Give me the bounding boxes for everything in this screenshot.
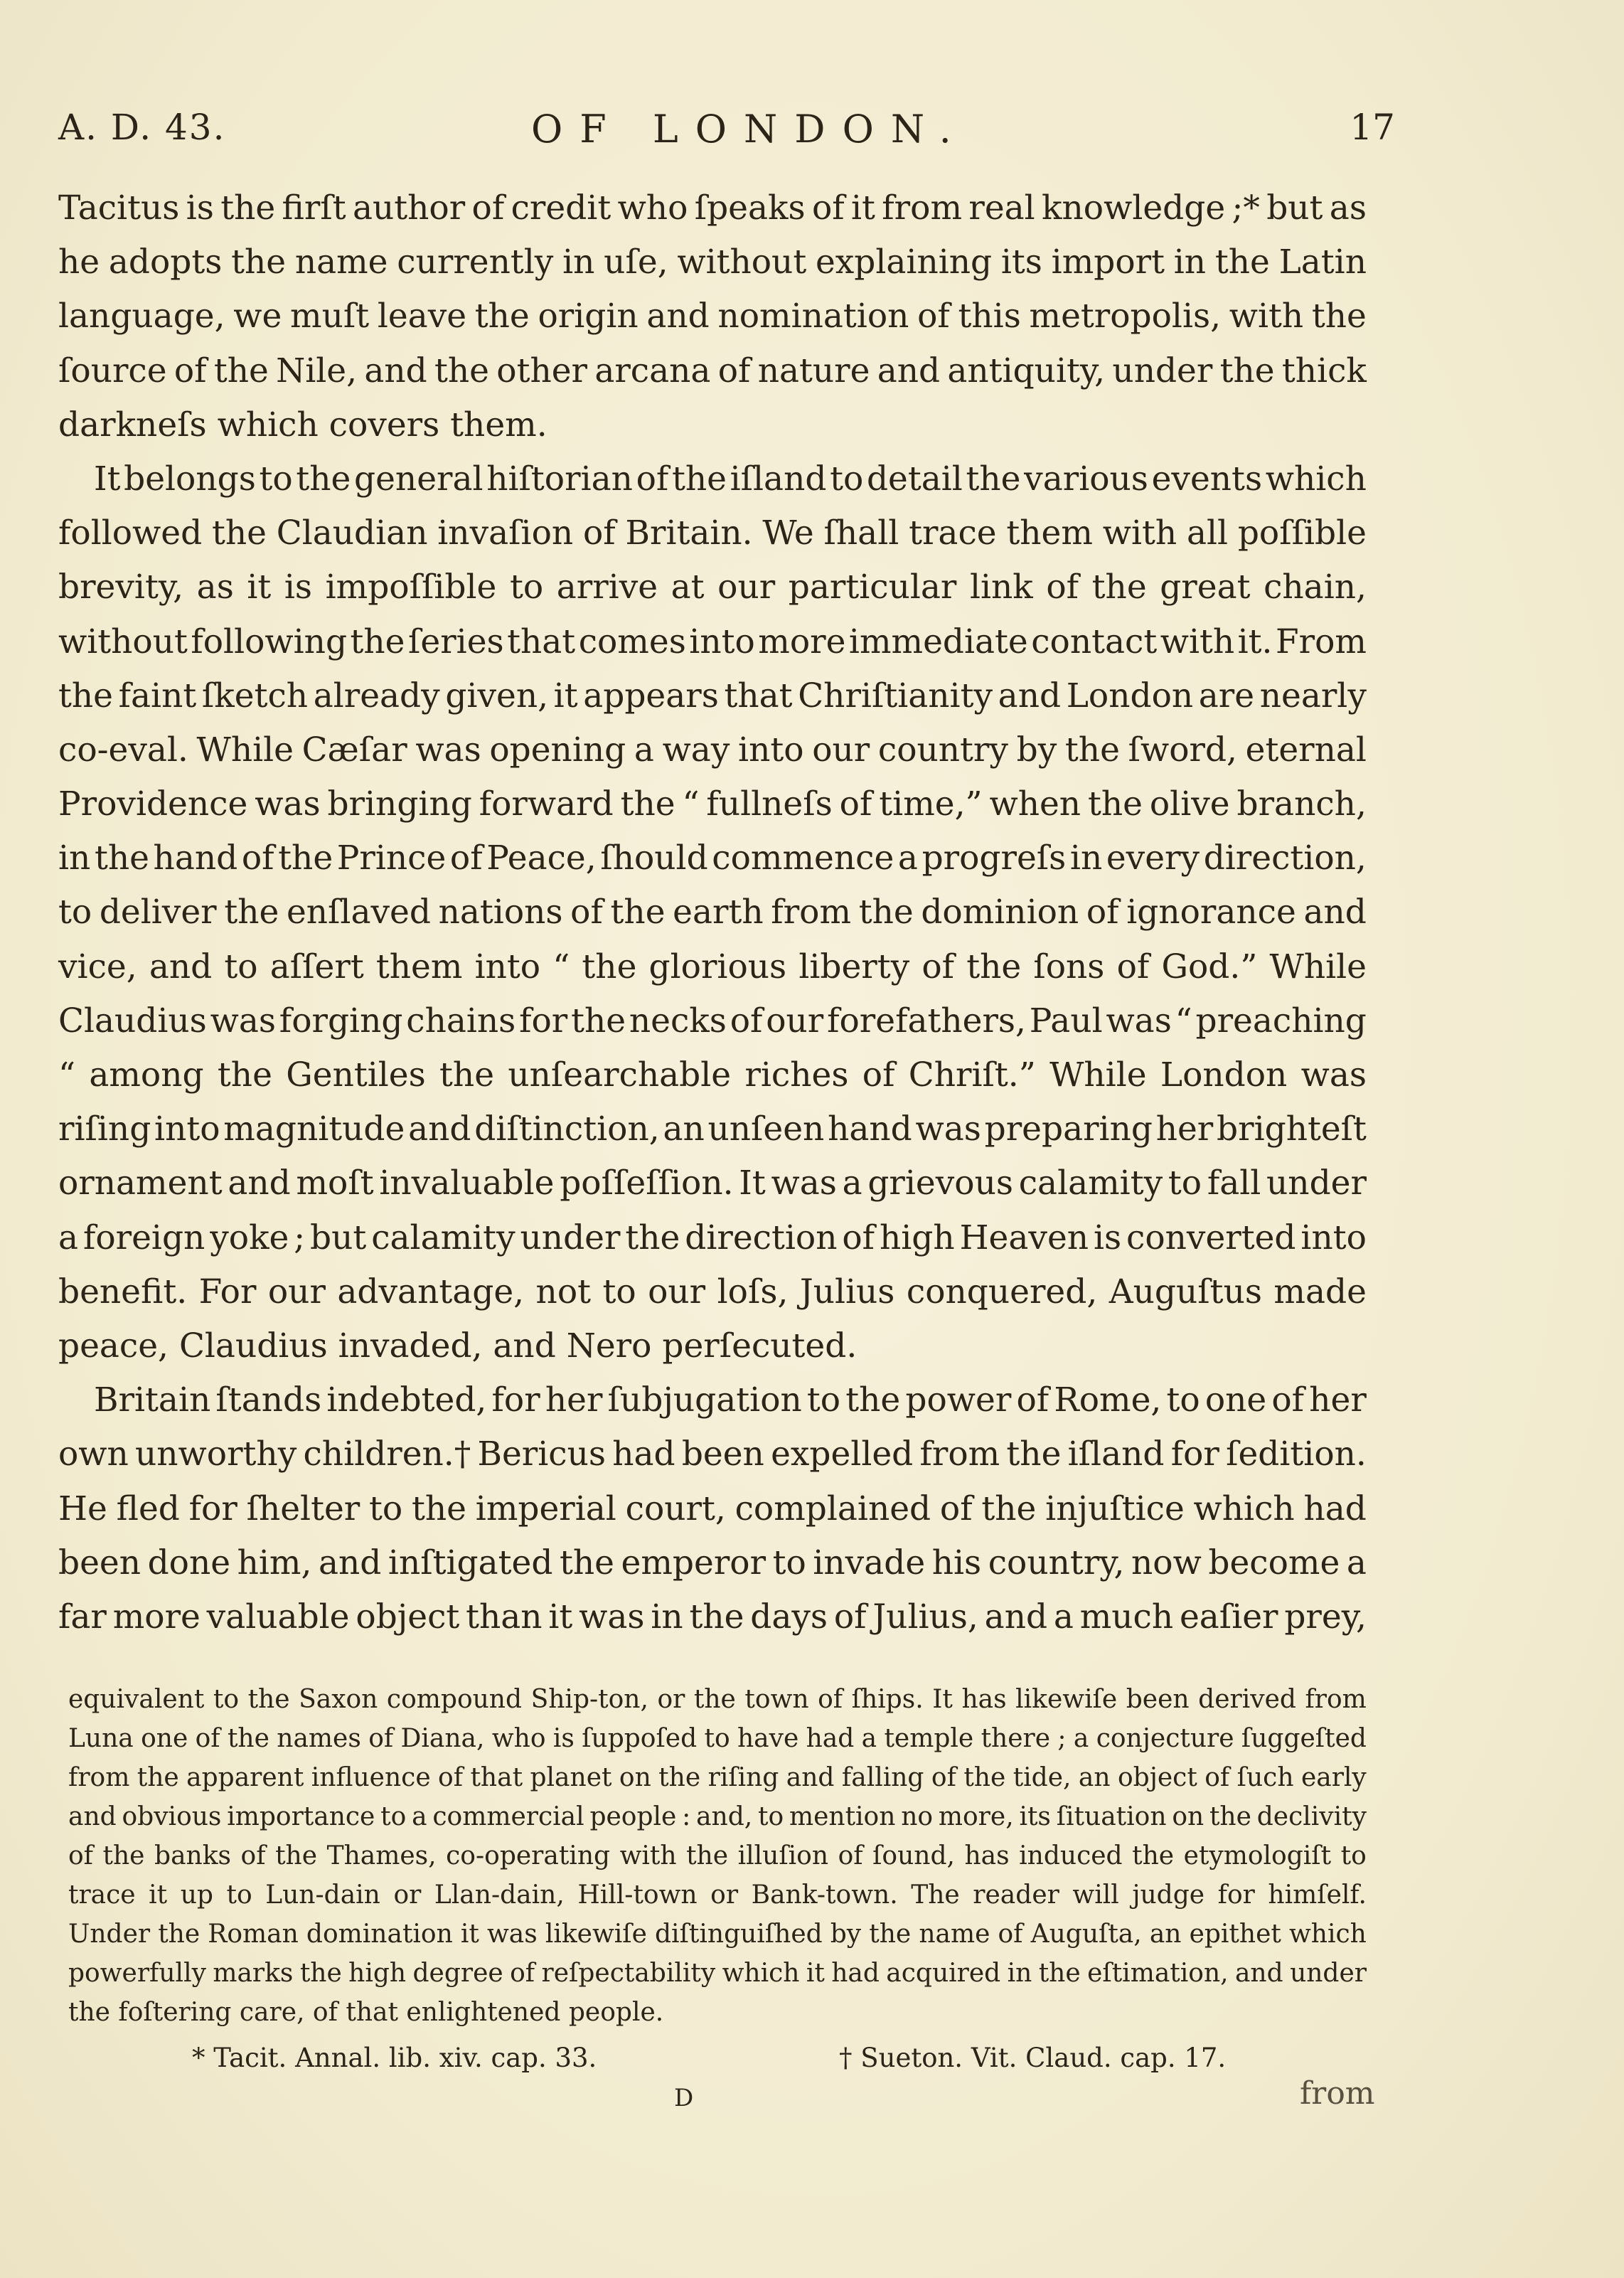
text-line: darkneſs which covers them. [58,405,547,445]
main-text [58,181,1367,1644]
footnote-line: Under the Roman domination it was likewiſe diſtinguiſhed by the name of Auguſta, an epithet which [68,1920,1367,1949]
text-line: riſing into magnitude and diſtinction, an unſeen hand was preparing her brighteſt [58,1109,1367,1149]
page-number: 17 [1350,107,1395,148]
text-line: peace, Claudius invaded, and Nero perſecuted. [58,1326,858,1366]
text-line: “ among the Gentiles the unſearchable riches of Chriſt.” While London was [58,1055,1367,1095]
text-line: vice, and to aſſert them into “ the glorious liberty of the ſons of God.” While [58,947,1367,986]
text-line: ornament and moſt invaluable poſſeſſion. It was a grievous calamity to fall under [58,1164,1367,1203]
text-line: Britain ſtands indebted, for her ſubjugation to the power of Rome, to one of her [94,1380,1367,1420]
citation-tacitus: * Tacit. Annal. lib. xiv. cap. 33. [192,2043,597,2073]
footnote-line: equivalent to the Saxon compound Ship-ton, or the town of ſhips. It has likewiſe been derived from [68,1685,1367,1714]
footnote-line: the foſtering care, of that enlightened people. [68,1998,664,2027]
text-line: Claudius was forging chains for the necks of our forefathers, Paul was “ preaching [58,1001,1367,1040]
footnote-line: from the apparent influence of that planet on the riſing and falling of the tide, an object of ſuch early [68,1763,1367,1792]
footnote-line: powerfully marks the high degree of reſpectability which it had acquired in the eſtimation, and under [68,1959,1367,1988]
catchword: from [1300,2075,1375,2112]
text-line: ſource of the Nile, and the other arcana of nature and antiquity, under the thick [58,351,1367,390]
footnote-block [68,1680,1367,2032]
text-line: he adopts the name currently in uſe, without explaining its import in the Latin [58,243,1367,282]
header-date: A. D. 43. [58,107,226,148]
running-header [58,107,1395,164]
header-title: OF LONDON. [531,107,968,151]
text-line: without following the ſeries that comes into more immediate contact with it. From [58,622,1367,661]
text-line: brevity, as it is impoſſible to arrive at our particular link of the great chain, [58,568,1367,607]
citation-refs [192,2043,1259,2085]
text-line: language, we muſt leave the origin and nomination of this metropolis, with the [58,297,1367,336]
text-line: It belongs to the general hiſtorian of the iſland to detail the various events which [94,459,1367,499]
text-line: to deliver the enſlaved nations of the earth from the dominion of ignorance and [58,893,1367,932]
footnote-line: trace it up to Lun-dain or Llan-dain, Hill-town or Bank-town. The reader will judge for himſelf. [68,1880,1367,1910]
signature-mark: D [674,2084,695,2112]
text-line: Providence was bringing forward the “ fullneſs of time,” when the olive branch, [58,784,1367,824]
text-line: Tacitus is the firſt author of credit who ſpeaks of it from real knowledge ;* but as [58,188,1367,228]
footnote-line: Luna one of the names of Diana, who is ſuppoſed to have had a temple there ; a conjecture ſuggeſted [68,1724,1367,1753]
text-line: co-eval. While Cæſar was opening a way into our country by the ſword, eternal [58,730,1367,770]
text-line: a foreign yoke ; but calamity under the direction of high Heaven is converted into [58,1218,1367,1257]
footnote-line: and obvious importance to a commercial people : and, to mention no more, its ſituation on the declivity [68,1802,1367,1831]
footnote-line: of the banks of the Thames, co-operating with the illuſion of ſound, has induced the etymologiſt to [68,1841,1367,1870]
text-line: followed the Claudian invaſion of Britain. We ſhall trace them with all poſſible [58,513,1367,553]
text-line: in the hand of the Prince of Peace, ſhould commence a progreſs in every direction, [58,839,1367,878]
text-line: been done him, and inſtigated the emperor to invade his country, now become a [58,1543,1367,1582]
text-line: own unworthy children.† Bericus had been expelled from the iſland for ſedition. [58,1435,1367,1474]
text-line: He fled for ſhelter to the imperial court, complained of the injuſtice which had [58,1489,1367,1528]
citation-suetonius: † Sueton. Vit. Claud. cap. 17. [839,2043,1227,2073]
text-line: far more valuable object than it was in the days of Julius, and a much eaſier prey, [58,1597,1367,1636]
text-line: benefit. For our advantage, not to our loſs, Julius conquered, Auguſtus made [58,1272,1367,1311]
text-line: the faint ſketch already given, it appears that Chriſtianity and London are nearly [58,676,1367,715]
